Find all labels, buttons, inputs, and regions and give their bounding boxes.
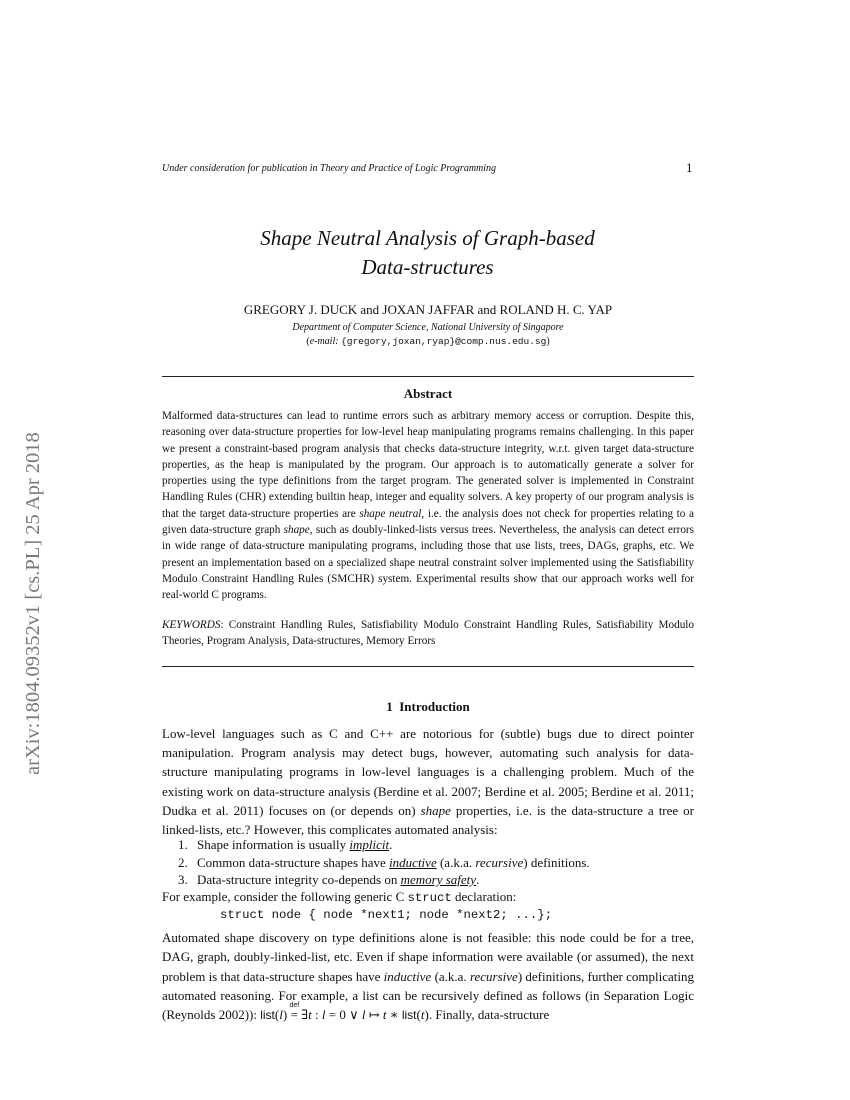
keywords-text: : Constraint Handling Rules, Satisfiability Modulo Constraint Handling Rules, Satisfiability Modulo Theories, Program Analysis, Data-structures, Memory Errors: [162, 619, 694, 648]
section-title: Introduction: [399, 699, 470, 714]
title-line-2: Data-structures: [361, 255, 494, 279]
formula-close: ): [424, 1007, 429, 1023]
formula-eq-zero: = 0 ∨: [325, 1007, 362, 1023]
formula-var-l: l: [361, 1007, 366, 1023]
example-post: declaration:: [451, 889, 517, 904]
intro-p2-em2: recursive: [469, 968, 518, 984]
formula-exists: ∃: [301, 1007, 309, 1023]
abstract-bottom-rule: [162, 666, 694, 667]
section-number: 1: [386, 699, 393, 714]
list-text: Common data-structure shapes have: [197, 854, 390, 870]
list-text: Shape information is usually: [197, 837, 350, 852]
author-list: GREGORY J. DUCK and JOXAN JAFFAR and ROLAND H. C. YAP: [243, 302, 613, 317]
email-label: e-mail:: [309, 336, 339, 347]
abstract-text-1: Malformed data-structures can lead to runtime errors such as arbitrary memory access or corruption. Despite this, reasoning over data-structure properties for low-level heap manipulating programs remains challenging. In this paper we present a constraint-based program analysis that checks data-structure integrity, w.r.t. given target data-structure properties, as the heap is manipulated by the program. Our approach is to automatically generate a solver for properties using the type definitions from the target program. The generated solver is implemented in Constraint Handling Rules (CHR) extending builtin heap, integer and equality solvers. A key property of our program analysis is that the target data-structure properties are: [162, 410, 694, 520]
intro-p2-c: ) definitions, further complicating automated reasoning. For example, a list can be recursively defined as follows (in Separation Logic (Reynolds 2002)):: [162, 968, 695, 1023]
list-item: [178, 854, 698, 872]
intro-p1-em: shape: [420, 802, 451, 818]
intro-p1-a: Low-level languages such as C and C++ are notorious for (subtle) bugs due to direct pointer manipulation. Program analysis may detect bugs, however, automating such analysis for data-structure manipulating programs in low-level languages is a challenging problem. Much of the existing work on data-structure analysis (Berdine et al. 2007; Berdine et al. 2005; Berdine et al. 2011; Dudka et al. 2011) focuses on (or depends on): [162, 726, 694, 818]
list-number: 3.: [178, 872, 188, 887]
arxiv-identifier: arXiv:1804.09352v1 [cs.PL] 25 Apr 2018: [22, 432, 44, 775]
list-emphasis: implicit: [349, 837, 390, 852]
abstract-em-2: shape: [283, 524, 310, 537]
formula-var-l: l: [279, 1007, 283, 1023]
formula-eq: =: [290, 1007, 298, 1023]
page-number: 1: [686, 160, 693, 175]
abstract-text-3: , such as doubly-linked-lists versus trees. Nevertheless, the analysis can detect errors in wide range of data-structure manipulating programs, including those that use lists, trees, DAGs, graphs, etc. We present an implementation based on a specialized shape neutral constraint solver implemented using the Satisfiability Modulo Constraint Handling Rules (SMCHR) system. Experimental results show that our approach works well for real-world C programs.: [162, 524, 694, 602]
formula-open: (: [274, 1007, 280, 1023]
list-emphasis: memory safety: [400, 872, 477, 887]
list-number: 1.: [178, 837, 188, 852]
intro-p2-a: Automated shape discovery on type definitions alone is not feasible: this node could be for a tree, DAG, graph, doubly-linked-list, etc. Even if shape information were available (or assumed), the next problem is that data-structure shapes have: [162, 930, 694, 984]
email-close: ): [546, 336, 550, 347]
intro-p1-b: properties, i.e. is the data-structure a tree or linked-lists, etc.? However, this complicates automated analysis:: [162, 802, 694, 838]
list-number: 2.: [178, 854, 188, 870]
abstract-body: [162, 408, 694, 604]
formula-list-fn: list: [401, 1008, 417, 1023]
list-text: Data-structure integrity co-depends on: [197, 872, 401, 887]
keywords: [162, 617, 694, 650]
formula-def-label: def: [289, 1002, 300, 1010]
list-emphasis: inductive: [389, 854, 437, 870]
formula-points-to: ↦: [365, 1007, 383, 1023]
email-open: (: [306, 336, 310, 347]
abstract-text-2: , i.e. the analysis does not check for properties relating to a given data-structure graph: [162, 507, 694, 537]
keywords-label: KEYWORDS: [162, 619, 221, 631]
author-email: [162, 336, 694, 347]
intro-paragraph-2: [162, 928, 694, 1025]
formula-open: (: [416, 1007, 421, 1023]
list-text: ) definitions.: [523, 854, 590, 870]
list-text: .: [476, 872, 480, 887]
formula-var-t: t: [420, 1007, 425, 1023]
email-address: {gregory,joxan,ryap}@comp.nus.edu.sg: [341, 336, 547, 347]
section-heading: [162, 699, 694, 715]
formula-colon: :: [311, 1007, 322, 1023]
formula-list-fn: list: [260, 1008, 275, 1023]
formula-var-t: t: [382, 1007, 387, 1023]
formula-defeq: [289, 1002, 300, 1024]
formula-star: ∗: [386, 1007, 402, 1023]
running-head: Under consideration for publication in Theory and Practice of Logic Programming: [162, 163, 497, 174]
affiliation: Department of Computer Science, National University of Singapore: [292, 322, 564, 333]
list-text: .: [389, 837, 393, 852]
abstract-heading: Abstract: [403, 386, 453, 401]
list-definition-formula: [260, 1002, 429, 1023]
formula-var-l: l: [321, 1007, 326, 1023]
intro-p2-d: . Finally, data-structure: [428, 1007, 550, 1023]
formula-var-t: t: [308, 1007, 312, 1023]
list-text: (a.k.a.: [436, 854, 476, 870]
example-intro: [162, 888, 694, 907]
code-snippet: struct node { node *next1; node *next2; ...};: [220, 908, 553, 922]
example-code-keyword: struct: [407, 891, 452, 905]
example-pre: For example, consider the following generic C: [162, 889, 408, 904]
formula-close: ): [282, 1007, 288, 1023]
abstract-em-1: shape neutral: [359, 507, 422, 520]
abstract-top-rule: [162, 376, 694, 377]
issue-list: [178, 836, 698, 889]
paper-title: [150, 224, 705, 282]
list-item: [178, 836, 698, 854]
intro-paragraph-1: [162, 724, 694, 839]
list-item: [178, 871, 698, 889]
title-line-1: Shape Neutral Analysis of Graph-based: [260, 226, 595, 250]
intro-p2-em1: inductive: [383, 968, 432, 984]
list-emphasis: recursive: [475, 854, 524, 870]
intro-p2-b: (a.k.a.: [431, 968, 470, 984]
